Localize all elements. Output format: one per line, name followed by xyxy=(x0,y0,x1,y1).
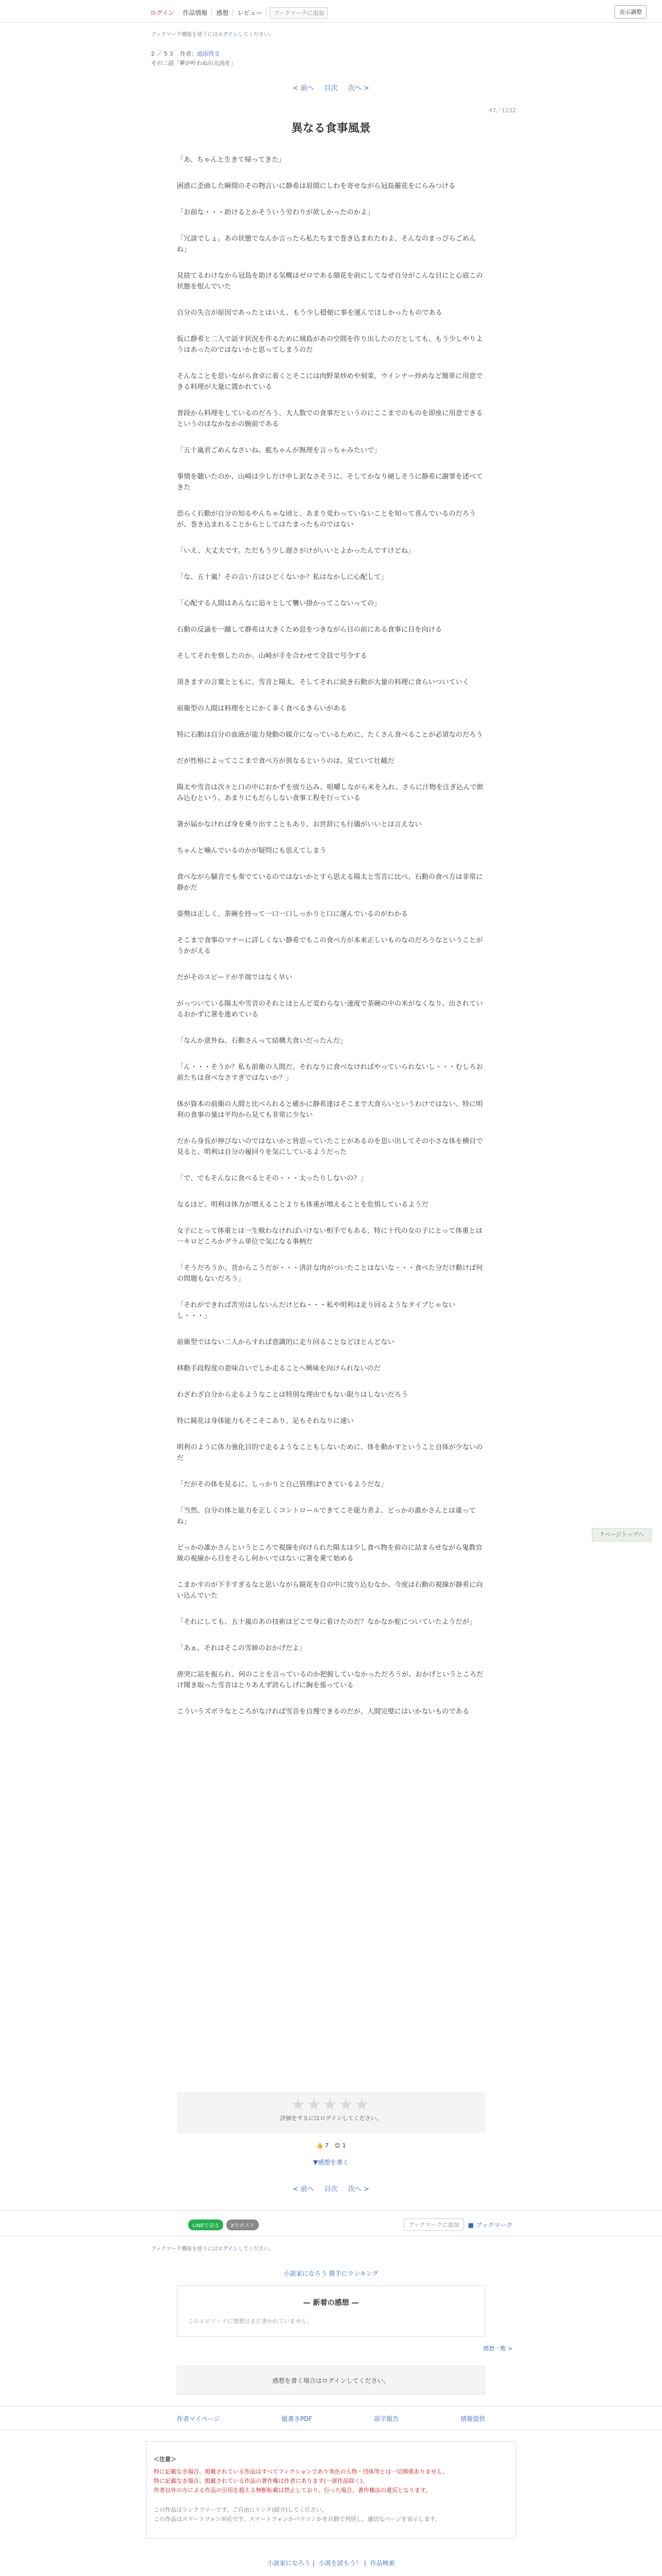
novel-paragraph: 見捨てるわけなから冠島を助ける気概はゼロである顔花を前にしてなぜ自分がこんな目にと心底この状態を恨んでいた xyxy=(177,272,483,291)
prev-link[interactable]: < 前へ xyxy=(292,84,314,92)
chapter-title: その二話「夢が叶わぬの元凶を」 xyxy=(151,60,236,66)
novel-paragraph: 困惑に歪曲した瞬間のその物言いに静希は眉間にしわを寄せながら冠島羅花をにらみつける xyxy=(177,182,456,190)
write-impression-link[interactable]: ▼感想を書く xyxy=(313,2159,349,2166)
episode-title: 異なる食事風景 xyxy=(291,122,371,135)
notice-line: この作品はスマートフォン対応です。スマートフォンかパソコンかを自動で判別し、適切なページを表示します。 xyxy=(154,2516,441,2522)
novel-paragraph: 「なんか意外ね、石動さんって結構大食いだったんだ」 xyxy=(177,1037,347,1045)
notice-line: 特に記載なき場合、掲載されている作品の著作権は作者にあります(一部作品除く)。 xyxy=(154,2478,368,2484)
notice-line: 特に記載なき場合、掲載されている作品はすべてフィクションであり実在の人物・団体等とは一切関係ありません。 xyxy=(154,2468,449,2475)
novel-paragraph: なるほど、明利は体力が増えることよりも体重が増えることを危惧しているようだ xyxy=(177,1201,428,1209)
novel-paragraph: だがそのスピードが半端ではなく早い xyxy=(177,974,292,981)
x-share-button[interactable]: Xでポスト xyxy=(226,2219,259,2230)
bookmark-add-button-bottom[interactable]: ブックマークに追加 xyxy=(404,2218,464,2231)
author-link[interactable]: 池添啓文 xyxy=(197,50,220,57)
author-mypage-link[interactable]: 作者マイページ xyxy=(176,2415,220,2422)
novel-paragraph: 仮に静希と二人で話す状況を作るために城島があの空間を作り出したのだとしても、もう少しやりようはあったのではないかと思ってしまうのだ xyxy=(177,335,483,354)
notice-login-link[interactable]: ログイン xyxy=(218,32,238,38)
novel-paragraph: そこまで食事のマナーに詳しくない静希でもこの食べ方が本来正しいものなのだろうなということがうかがえる xyxy=(177,937,483,955)
latest-impressions-heading: — 新着の感想 — xyxy=(303,2299,359,2307)
next-link-bottom[interactable]: 次へ > xyxy=(348,2185,370,2193)
page-top-button[interactable]: ↑ページトップへ xyxy=(592,1528,652,1541)
novel-paragraph: 明利のように体力強化目的で走るようなこともしないために、体を動かすということ自体が少ないのだ xyxy=(177,1444,483,1462)
latest-impressions-box xyxy=(177,2285,485,2337)
novel-paragraph: 自分の失言が原因であったとはいえ、もう少し穏便に事を運んでほしかったものである xyxy=(177,309,442,317)
bookmark-add-button[interactable]: ブックマークに追加 xyxy=(270,7,327,19)
novel-paragraph: 特に鏡花は身体能力もそこそこあり、足もそれなりに速い xyxy=(177,1417,354,1425)
top-navbar xyxy=(0,0,662,23)
review-link[interactable]: レビュー xyxy=(233,9,267,16)
divider xyxy=(0,2210,662,2211)
novel-paragraph: がっついている陽太や雪音のそれとほとんど変わらない速度で茶碗の中の米がなくなり、出されているおかずに箸を進めている xyxy=(177,1000,483,1019)
series-info xyxy=(151,49,220,58)
notice-login-link-bottom[interactable]: ログイン xyxy=(218,2246,238,2252)
episode-count: 2 ／ 5 3 xyxy=(151,50,173,57)
novel-paragraph: 移動手段程度の意味合いでしか走ることへ興味を向けられないのだ xyxy=(177,1365,381,1372)
notice-line: 作者以外の方による作品の引用を超える無断転載は禁止しており、行った場合、著作権法の違反となります。 xyxy=(154,2487,432,2494)
page-number: 47／1232 xyxy=(489,107,516,114)
novel-paragraph: 前衛型ではない二人からすれば意識的に走り回ることなどほとんどない xyxy=(177,1338,394,1346)
novel-paragraph: 「それができれば苦労はしないんだけどね・・・私や明利は走り回るようなタイプじゃないし・・・」 xyxy=(177,1301,456,1320)
impressions-link[interactable]: 感想 xyxy=(212,9,233,16)
novel-paragraph: こういうズボラなところがなければ雪音を自慢できるのだが、人間完璧にはいかないものである xyxy=(177,1708,470,1716)
global-nav xyxy=(146,7,328,19)
novel-paragraph: 体が資本の前衛の人間と比べられると確かに静希達はそこまで大食らいというわけではない、特に明利の食事の量は平均から見ても非常に少ない xyxy=(177,1100,483,1119)
novel-paragraph: 「で、でもそんなに食べるとその・・・太ったりしないの？」 xyxy=(177,1175,367,1182)
bookmark-login-notice-bottom: ブックマーク機能を使うにはログインしてください。 xyxy=(151,2246,274,2252)
novel-paragraph: 陽太や雪音は次々と口の中におかずを放り込み、咀嚼しながら米を入れ、さらに汁物を注ぎ込んで飲み込むという、あまりにもだらしない食事工程を行っている xyxy=(177,784,484,802)
latest-impressions-empty: このエピソードに感想はまだ書かれていません。 xyxy=(188,2318,313,2325)
novel-paragraph: こまかすのが下手すぎるなと思いながら鏡花を自の中に放り込むなか、今度は石動の視線が静希に向い込んでいた xyxy=(177,1581,483,1600)
novel-paragraph: 「だがその体を見るに、しっかりと自己管理はできているようだな」 xyxy=(177,1481,388,1488)
novel-paragraph: 「五十嵐君ごめんなさいね、藍ちゃんが無理を言っちゃみたいで」 xyxy=(177,447,381,454)
reactions xyxy=(0,2142,662,2149)
toc-link-bottom[interactable]: 目次 xyxy=(324,2185,338,2193)
novel-paragraph: 「ん・・・そうか？私も前衛の人間だ。それなりに食べなければやっていられないし・・・むしろお前たちは食べなさすぎではないか？」 xyxy=(177,1063,483,1082)
novel-paragraph: 「あ、ちゃんと生きて帰ってきた」 xyxy=(177,156,286,164)
novel-paragraph: だから身長が伸びないのではないかと皆思っていたことがあるのを思い出してその小さな体を横目で見ると、明利は自分の履回りを気にしているようだった xyxy=(177,1138,483,1156)
vertical-pdf-link[interactable]: 縦書きPDF xyxy=(282,2415,312,2422)
yomou-link[interactable]: 小説を読もう！ xyxy=(318,2560,362,2567)
novel-paragraph: 「な、五十嵐！その言い方はひどくないか？私はなかしに心配して」 xyxy=(177,573,388,581)
novel-paragraph: 頂きますの言葉とともに、雪音と陽太、そしてそれに続き石動が大量の料理に食らいついていく xyxy=(177,679,470,686)
novel-paragraph: 普段から料理をしているのだろう、大人数での食事だというのにここまでのものを即座に用意できるというのはなかなかの腕前である xyxy=(177,410,483,428)
novel-paragraph: 唐突に話を振られ、何のことを言っているのか把握していなかっただろうが、おかげというところだけ聞き取った雪音はとりあえず誇らしげに胸を張っている xyxy=(177,1671,484,1689)
bookmark-link[interactable]: ■ ブックマーク xyxy=(468,2221,512,2229)
novel-paragraph: 「お前な・・・助けるとかそういう労わりが欲しかったのかよ」 xyxy=(177,209,374,216)
novel-paragraph: 「それにしても、五十嵐のあの技術はどこで身に着けたのだ？なかなか舵についていたようだが」 xyxy=(177,1618,476,1626)
novel-paragraph: 女子にとって体重とは一生戦わなければいけない相手でもある、特に十代の女の子にとって体重とは一キロどころかグラム単位で気になる事柄だ xyxy=(177,1227,483,1246)
bottom-links: 小説家になろう | 小説を読もう！ | 作品検索 xyxy=(267,2560,395,2567)
novel-paragraph: わざわざ自分から走るようなことは特別な理由でもない限りはしないだろう xyxy=(177,1391,408,1399)
novel-body xyxy=(177,155,485,1733)
author-label: 作者： xyxy=(180,50,197,57)
novel-paragraph: ちゃんと噛んでいるのかが疑問にも思えてしまう xyxy=(177,847,327,855)
reaction-smile[interactable]: 😊 1 xyxy=(334,2142,346,2149)
pager-bottom xyxy=(0,2183,662,2193)
novel-paragraph: 「あぁ、それはそこの雪姉のおかげだよ」 xyxy=(177,1645,306,1652)
notice-line: この作品はリンクフリーです。ご自由にリンク(紹介)してください。 xyxy=(154,2506,327,2513)
narou-link[interactable]: 小説家になろう xyxy=(267,2560,311,2567)
novel-paragraph: だが性格によってここまで食べ方が異なるというのは、見ていて壮観だ xyxy=(177,757,394,765)
novel-paragraph: 「そうだろうか。昔からこうだが・・・済計な肉がついたことはないな・・・食べた分だけ動けば何の問題もないだろう」 xyxy=(177,1264,483,1283)
notice-box xyxy=(146,2441,516,2539)
notice-heading: ＜注意＞ xyxy=(154,2456,176,2463)
display-settings-button[interactable]: 表示調整 xyxy=(615,5,647,19)
search-link[interactable]: 作品検索 xyxy=(370,2560,395,2567)
novel-paragraph: 恐らく石動が自分の知るやんちゃな頃と、あまり変わっていないことを知って喜んでいるのだろうが、巻き込まれることからとしてはたまったものではない xyxy=(177,510,476,529)
line-share-button[interactable]: LINEで送る xyxy=(188,2219,223,2230)
ranking-link[interactable]: 小説家になろう 勝手にランキング xyxy=(284,2270,378,2277)
novel-paragraph: そしてそれを察したのか、山崎が手を合わせて全員で号令する xyxy=(177,652,368,660)
novel-paragraph: 事情を聴いたのか、山崎は少しだけ申し訳なさそうに、そしてかなり硬しそうに静希に謝罪を述べてきた xyxy=(177,473,483,492)
rating-box xyxy=(177,2092,485,2133)
novel-paragraph: 特に石動は自分の血液が能力発動の媒介になっているために、たくさん食べることが必須なのだろう xyxy=(177,731,483,739)
toc-link[interactable]: 目次 xyxy=(324,84,338,92)
rating-stars[interactable]: ★★★★★ xyxy=(291,2096,371,2114)
typo-report-link[interactable]: 誤字報告 xyxy=(374,2415,399,2422)
impressions-list-link[interactable]: 感想一覧 > xyxy=(483,2345,512,2352)
novel-paragraph: 「冗談でしょ。あの状態でなんか言ったら私たちまで巻き込まれたわよ、そんなのまっぴらごめんね」 xyxy=(177,235,476,253)
footer-links xyxy=(146,2414,516,2423)
novel-paragraph: 箸が届かなければ身を乗り出すこともあり、お世辞にも行儀がいいとは言えない xyxy=(177,821,422,828)
novel-paragraph: 石動の反論を一蹴して静希は大きくため息をつきながら目の前にある食事に目を向ける xyxy=(177,626,442,634)
reaction-good[interactable]: 👍 7 xyxy=(316,2142,329,2149)
login-link[interactable]: ログイン xyxy=(150,9,175,16)
novel-paragraph: どっかの誰かさんというところで視線を向けられた陽太は少し食べ物を前のに詰まらせながら鬼教官級の視線から目をそらし何かいではないに箸を乗て始める xyxy=(177,1544,483,1563)
work-info-link[interactable]: 作品情報 xyxy=(178,9,212,16)
novel-paragraph: そんなことを思いながら食卓に着くとそこには肉野菜炒めや刻菜、ウインナー炒めなど簡単に用意できる料理が大量に置かれている xyxy=(177,372,483,391)
pager-top xyxy=(0,82,662,92)
info-report-link[interactable]: 情報提供 xyxy=(460,2415,486,2422)
novel-paragraph: 「当然、自分の体と能力を正しくコントロールできてこそ能力者よ、どっかの誰かさんとは違ってね」 xyxy=(177,1507,476,1526)
prev-link-bottom[interactable]: < 前へ xyxy=(292,2185,314,2193)
bookmark-login-notice: ブックマーク機能を使うにはログインしてください。 xyxy=(151,32,274,38)
next-link[interactable]: 次へ > xyxy=(348,84,370,92)
novel-paragraph: 「心配する人間はあんなに追々として襲い掛かってこないっての」 xyxy=(177,600,381,607)
share-buttons xyxy=(188,2219,259,2230)
novel-paragraph: 姿勢は正しく、茶碗を持って一口一口しっかりと口に運んでいるのがわかる xyxy=(177,910,408,918)
bookmark-area xyxy=(404,2218,512,2231)
write-impression-notice: 感想を書く場合はログインしてください。 xyxy=(177,2366,485,2395)
rating-hint: 評価をするにはログインしてください。 xyxy=(280,2115,382,2122)
novel-paragraph: 食べながら騒音でも奏でているのではないかとすら思える陽太と雪音に比べ、石動の食べ方は非常に静かだ xyxy=(177,873,483,892)
novel-paragraph: 前衛型の人間は料理をとにかく多く食べるきらいがある xyxy=(177,705,347,713)
novel-paragraph: 「いえ、大丈夫です。ただもう少し遅さがけがいいとよかったんですけどね」 xyxy=(177,547,415,555)
